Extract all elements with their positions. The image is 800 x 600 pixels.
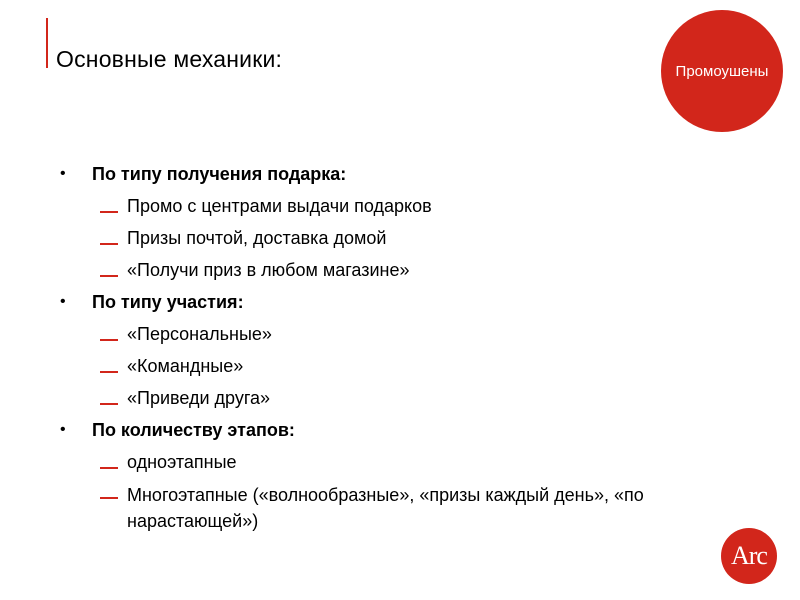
section-heading-text: По типу участия: bbox=[92, 292, 244, 312]
section-participation-type bbox=[60, 286, 700, 414]
dash-icon bbox=[100, 403, 118, 405]
bullet-icon: • bbox=[60, 293, 66, 310]
section-stages-count bbox=[60, 414, 700, 534]
section-heading bbox=[60, 158, 700, 190]
title-accent-bar bbox=[46, 18, 48, 68]
list-item-text: «Получи приз в любом магазине» bbox=[127, 260, 410, 280]
section-badge bbox=[661, 10, 783, 132]
section-gift-type bbox=[60, 158, 700, 286]
dash-icon bbox=[100, 339, 118, 341]
list-item-text: Многоэтапные («волнообразные», «призы каждый день», «по нарастающей») bbox=[127, 485, 644, 531]
dash-icon bbox=[100, 371, 118, 373]
list-item-text: одноэтапные bbox=[127, 452, 237, 472]
list-item bbox=[60, 254, 700, 286]
section-heading bbox=[60, 414, 700, 446]
section-heading-text: По типу получения подарка: bbox=[92, 164, 347, 184]
section-heading-text: По количеству этапов: bbox=[92, 420, 295, 440]
section-heading bbox=[60, 286, 700, 318]
bullet-icon: • bbox=[60, 165, 66, 182]
arc-logo bbox=[721, 528, 777, 584]
dash-icon bbox=[100, 497, 118, 499]
dash-icon bbox=[100, 275, 118, 277]
section-badge-label: Промоушены bbox=[675, 62, 769, 80]
list-item-text: Призы почтой, доставка домой bbox=[127, 228, 387, 248]
dash-icon bbox=[100, 467, 118, 469]
list-item-text: «Персональные» bbox=[127, 324, 272, 344]
dash-icon bbox=[100, 243, 118, 245]
bullet-list bbox=[60, 158, 700, 534]
slide-title: Основные механики: bbox=[56, 46, 283, 72]
list-item bbox=[60, 318, 700, 350]
list-item-text: Промо с центрами выдачи подарков bbox=[127, 196, 432, 216]
bullet-icon: • bbox=[60, 421, 66, 438]
dash-icon bbox=[100, 211, 118, 213]
list-item bbox=[60, 478, 700, 534]
list-item bbox=[60, 350, 700, 382]
list-item bbox=[60, 382, 700, 414]
arc-logo-text: Arc bbox=[731, 541, 767, 570]
list-item-text: «Командные» bbox=[127, 356, 244, 376]
list-item-text: «Приведи друга» bbox=[127, 388, 271, 408]
list-item bbox=[60, 190, 700, 222]
list-item bbox=[60, 446, 700, 478]
list-item bbox=[60, 222, 700, 254]
